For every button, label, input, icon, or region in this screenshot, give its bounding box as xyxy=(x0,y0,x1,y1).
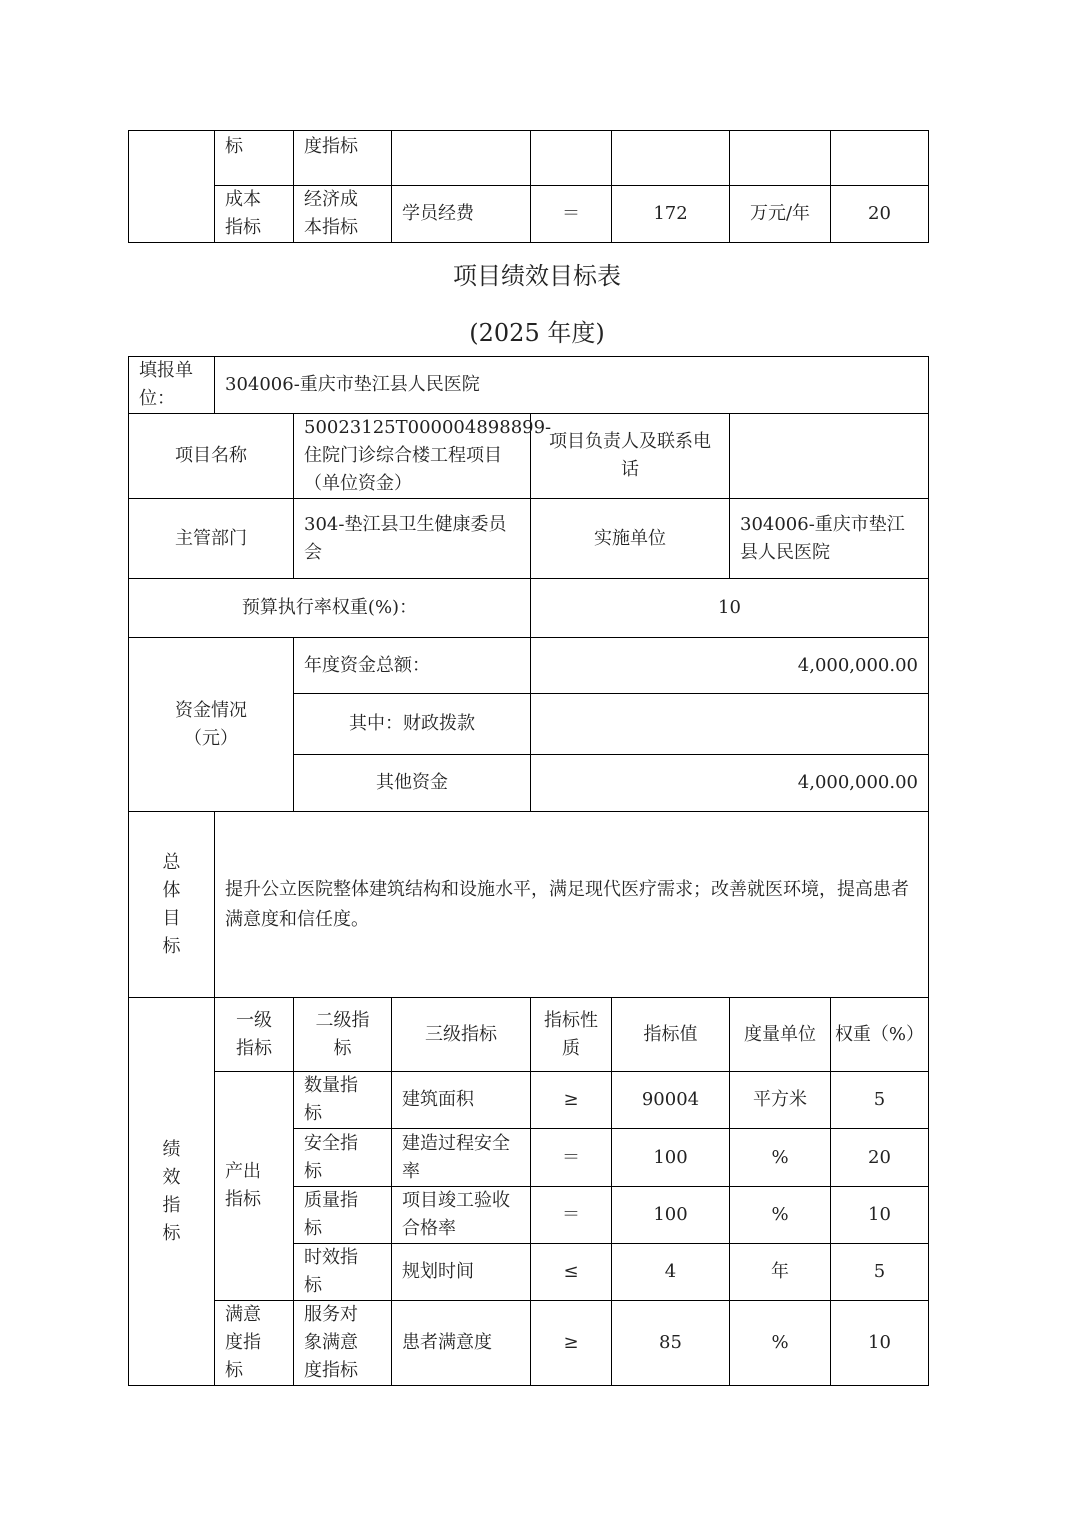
table-row-level3: 规划时间 xyxy=(392,1244,531,1301)
fill-unit-value: 304006-重庆市垫江县人民医院 xyxy=(215,357,929,414)
cost-unit: 万元/年 xyxy=(730,186,831,243)
cost-value: 172 xyxy=(612,186,730,243)
continued-table xyxy=(128,130,929,243)
indicators-label-char: 效 xyxy=(162,1166,181,1188)
table-row-unit: % xyxy=(730,1129,831,1187)
table-row-value: 85 xyxy=(612,1301,730,1386)
cost-level1: 成本 指标 xyxy=(215,186,294,243)
impl-label: 实施单位 xyxy=(531,499,730,579)
indicators-label xyxy=(129,998,215,1386)
table-row-weight: 10 xyxy=(831,1187,929,1244)
continued-empty-col xyxy=(129,131,215,243)
table-row-weight: 20 xyxy=(831,1129,929,1187)
dept-value: 304-垫江县卫生健康委员 会 xyxy=(294,499,531,579)
indicators-label-char: 指 xyxy=(162,1194,181,1216)
cost-weight: 20 xyxy=(831,186,929,243)
table-row-unit: % xyxy=(730,1187,831,1244)
table-row-weight: 10 xyxy=(831,1301,929,1386)
continued-empty-cell xyxy=(612,131,730,186)
project-name-label: 项目名称 xyxy=(129,414,294,499)
contact-label: 项目负责人及联系电 话 xyxy=(531,414,730,499)
output-indicator-group: 产出 指标 xyxy=(215,1072,294,1301)
goal-label-char: 总 xyxy=(162,851,181,873)
continued-empty-cell xyxy=(831,131,929,186)
table-row-nature: ＝ xyxy=(531,1187,612,1244)
table-row-level3: 建筑面积 xyxy=(392,1072,531,1129)
header-level1: 一级 指标 xyxy=(215,998,294,1072)
header-unit: 度量单位 xyxy=(730,998,831,1072)
table-row-unit: % xyxy=(730,1301,831,1386)
funds-other-label: 其他资金 xyxy=(294,755,531,812)
table-row-value: 100 xyxy=(612,1187,730,1244)
funds-fiscal-value xyxy=(531,694,929,755)
page-subtitle-year: (2025 年度) xyxy=(469,319,605,347)
budget-rate-label: 预算执行率权重(%)： xyxy=(129,579,531,638)
funds-fiscal-label: 其中：财政拨款 xyxy=(294,694,531,755)
table-row-value: 4 xyxy=(612,1244,730,1301)
header-value: 指标值 xyxy=(612,998,730,1072)
table-row-nature: ≤ xyxy=(531,1244,612,1301)
table-row-level2: 安全指 标 xyxy=(294,1129,392,1187)
goal-label-char: 体 xyxy=(162,879,181,901)
table-row-value: 90004 xyxy=(612,1072,730,1129)
impl-value: 304006-重庆市垫江 县人民医院 xyxy=(730,499,929,579)
funds-label: 资金情况 （元） xyxy=(129,638,294,812)
cost-level2: 经济成 本指标 xyxy=(294,186,392,243)
table-row-level2: 时效指 标 xyxy=(294,1244,392,1301)
overall-goal-text: 提升公立医院整体建筑结构和设施水平，满足现代医疗需求；改善就医环境，提高患者满意度和信任度。 xyxy=(215,812,929,998)
table-row-level2: 服务对 象满意 度指标 xyxy=(294,1301,392,1386)
header-level3: 三级指标 xyxy=(392,998,531,1072)
continued-empty-cell xyxy=(730,131,831,186)
table-row-unit: 平方米 xyxy=(730,1072,831,1129)
goal-label-char: 标 xyxy=(162,935,181,957)
header-weight: 权重（%） xyxy=(831,998,929,1072)
continued-empty-cell xyxy=(392,131,531,186)
overall-goal-label xyxy=(129,812,215,998)
cost-level3: 学员经费 xyxy=(392,186,531,243)
funds-total-label: 年度资金总额： xyxy=(294,638,531,694)
indicators-label-char: 标 xyxy=(162,1222,181,1244)
fill-unit-label: 填报单 位： xyxy=(129,357,215,414)
contact-value xyxy=(730,414,929,499)
table-row-nature: ≥ xyxy=(531,1072,612,1129)
table-row-level3: 项目竣工验收 合格率 xyxy=(392,1187,531,1244)
header-level2: 二级指 标 xyxy=(294,998,392,1072)
table-row-level2: 质量指 标 xyxy=(294,1187,392,1244)
table-row-level3: 患者满意度 xyxy=(392,1301,531,1386)
header-nature: 指标性 质 xyxy=(531,998,612,1072)
budget-rate-value: 10 xyxy=(531,579,929,638)
table-row-unit: 年 xyxy=(730,1244,831,1301)
funds-total-value: 4,000,000.00 xyxy=(531,638,929,694)
dept-label: 主管部门 xyxy=(129,499,294,579)
table-row-value: 100 xyxy=(612,1129,730,1187)
table-row-level3: 建造过程安全 率 xyxy=(392,1129,531,1187)
table-row-level2: 数量指 标 xyxy=(294,1072,392,1129)
satisfaction-indicator-group: 满意 度指 标 xyxy=(215,1301,294,1386)
page-title: 项目绩效目标表 xyxy=(453,262,621,290)
continued-empty-cell xyxy=(531,131,612,186)
cost-nature: ＝ xyxy=(531,186,612,243)
performance-table xyxy=(128,356,929,1386)
table-row-nature: ≥ xyxy=(531,1301,612,1386)
funds-other-value: 4,000,000.00 xyxy=(531,755,929,812)
table-row-weight: 5 xyxy=(831,1072,929,1129)
indicators-label-char: 绩 xyxy=(162,1138,181,1160)
table-row-weight: 5 xyxy=(831,1244,929,1301)
continued-level2-tail: 度指标 xyxy=(294,131,392,186)
table-row-nature: ＝ xyxy=(531,1129,612,1187)
goal-label-char: 目 xyxy=(162,907,181,929)
continued-level1-tail: 标 xyxy=(215,131,294,186)
project-name-value: 50023125T000004898899- 住院门诊综合楼工程项目 （单位资金） xyxy=(294,414,531,499)
